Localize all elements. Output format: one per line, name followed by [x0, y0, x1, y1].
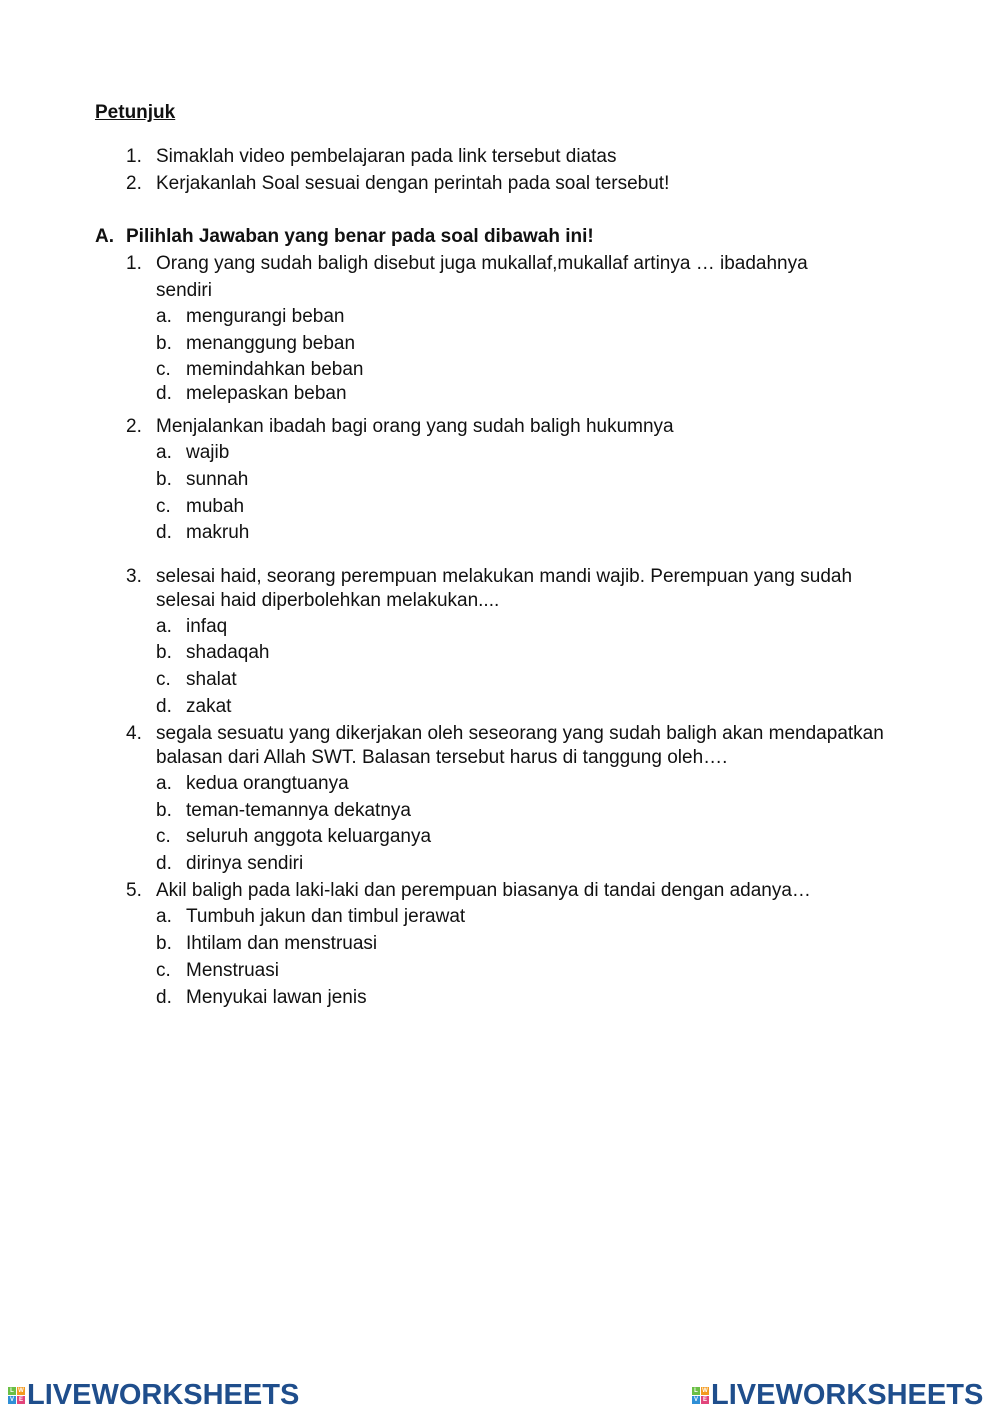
logo-text: LIVEWORKSHEETS	[27, 1378, 300, 1411]
logo-mark-letter: E	[702, 1396, 707, 1403]
instruction-number: 1.	[126, 146, 142, 167]
option-letter: a.	[156, 616, 172, 637]
option-letter: c.	[156, 359, 171, 380]
instruction-text: Kerjakanlah Soal sesuai dengan perintah pada soal tersebut!	[156, 173, 670, 194]
section-title: Pilihlah Jawaban yang benar pada soal dibawah ini!	[126, 226, 594, 247]
option-text: memindahkan beban	[186, 359, 364, 380]
option-letter: d.	[156, 522, 172, 543]
option-letter: d.	[156, 853, 172, 874]
option-text: dirinya sendiri	[186, 853, 304, 874]
question-text: Orang yang sudah baligh disebut juga mukallaf,mukallaf artinya … ibadahnya	[156, 253, 808, 274]
question-text: sendiri	[156, 280, 212, 301]
option-text: kedua orangtuanya	[186, 773, 349, 794]
option-text: teman-temannya dekatnya	[186, 800, 411, 821]
option-text: zakat	[186, 696, 232, 717]
option-letter: b.	[156, 642, 172, 663]
option-letter: b.	[156, 333, 172, 354]
option-text: wajib	[186, 442, 230, 463]
question-number: 5.	[126, 880, 142, 901]
question-text: selesai haid, seorang perempuan melakukan mandi wajib. Perempuan yang sudah	[156, 566, 853, 587]
question-number: 4.	[126, 723, 142, 744]
question-text: selesai haid diperbolehkan melakukan....	[156, 590, 500, 611]
liveworksheets-logo-left	[8, 1378, 299, 1412]
liveworksheets-logo-right	[692, 1378, 983, 1412]
logo-mark-letter: E	[18, 1396, 23, 1403]
question-text: balasan dari Allah SWT. Balasan tersebut harus di tanggung oleh….	[156, 747, 728, 768]
question-number: 1.	[126, 253, 142, 274]
instruction-number: 2.	[126, 173, 142, 194]
logo-mark-icon	[692, 1387, 709, 1404]
logo-mark-icon	[8, 1387, 25, 1404]
option-text: seluruh anggota keluarganya	[186, 826, 432, 847]
section-letter: A.	[95, 226, 114, 247]
question-text: segala sesuatu yang dikerjakan oleh seseorang yang sudah baligh akan mendapatkan	[156, 723, 884, 744]
option-text: Menyukai lawan jenis	[186, 987, 367, 1008]
question-text: Menjalankan ibadah bagi orang yang sudah baligh hukumnya	[156, 416, 674, 437]
option-text: makruh	[186, 522, 250, 543]
logo-mark-letter: L	[8, 1387, 16, 1395]
logo-mark-letter: L	[692, 1387, 700, 1395]
question-text: Akil baligh pada laki-laki dan perempuan biasanya di tandai dengan adanya…	[156, 880, 811, 901]
option-letter: d.	[156, 696, 172, 717]
option-letter: a.	[156, 306, 172, 327]
logo-text: LIVEWORKSHEETS	[711, 1378, 984, 1411]
option-letter: b.	[156, 800, 172, 821]
option-letter: d.	[156, 987, 172, 1008]
option-text: menanggung beban	[186, 333, 356, 354]
option-text: infaq	[186, 616, 228, 637]
option-text: shadaqah	[186, 642, 270, 663]
logo-mark-letter: W	[702, 1387, 708, 1394]
option-text: sunnah	[186, 469, 249, 490]
option-letter: d.	[156, 383, 172, 404]
option-text: mubah	[186, 496, 245, 517]
option-letter: a.	[156, 442, 172, 463]
instructions-title: Petunjuk	[95, 102, 176, 123]
instruction-text: Simaklah video pembelajaran pada link tersebut diatas	[156, 146, 617, 167]
option-letter: c.	[156, 669, 171, 690]
option-letter: c.	[156, 826, 171, 847]
option-text: Ihtilam dan menstruasi	[186, 933, 378, 954]
option-letter: c.	[156, 960, 171, 981]
question-number: 2.	[126, 416, 142, 437]
option-text: shalat	[186, 669, 237, 690]
option-text: Menstruasi	[186, 960, 279, 981]
option-letter: a.	[156, 773, 172, 794]
logo-mark-letter: W	[18, 1387, 24, 1394]
logo-mark-letter: V	[693, 1396, 698, 1403]
option-text: Tumbuh jakun dan timbul jerawat	[186, 906, 466, 927]
option-letter: a.	[156, 906, 172, 927]
option-letter: b.	[156, 469, 172, 490]
option-text: mengurangi beban	[186, 306, 345, 327]
logo-mark-letter: V	[9, 1396, 14, 1403]
option-letter: b.	[156, 933, 172, 954]
question-number: 3.	[126, 566, 142, 587]
option-letter: c.	[156, 496, 171, 517]
option-text: melepaskan beban	[186, 383, 347, 404]
